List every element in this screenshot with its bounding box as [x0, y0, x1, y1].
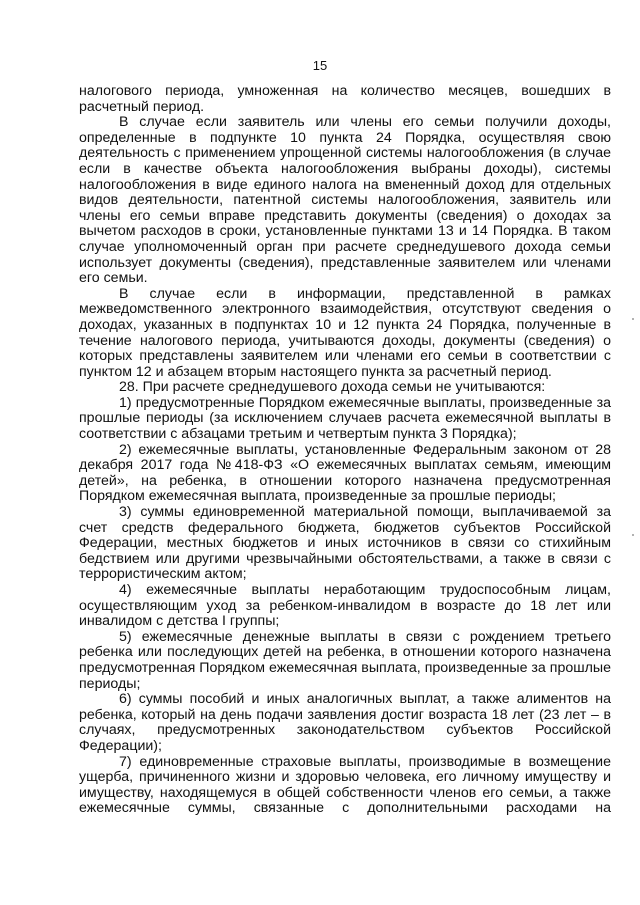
page-number: 15	[312, 58, 328, 73]
document-body	[79, 84, 611, 817]
list-item-6: 6) суммы пособий и иных аналогичных выплат, а также алиментов на ребенка, который на день подачи заявления достиг возраста 18 лет (23 лет – в случаях, предусмотренных законодательством субъектов Российской Федерации);	[79, 691, 611, 754]
list-item-3: 3) суммы единовременной материальной помощи, выплачиваемой за счет средств федерального бюджета, бюджетов субъектов Российской Федерации, местных бюджетов и иных источников в связи со стихийным бедствием или другими чрезвычайными обстоятельствами, а также в связи с террористическим актом;	[79, 504, 611, 583]
list-item-2: 2) ежемесячные выплаты, установленные Федеральным законом от 28 декабря 2017 года №418-ФЗ «О ежемесячных выплатах семьям, имеющим детей», на ребенка, в отношении которого назначена предусмотренная Порядком ежемесячная выплата, произведенные за прошлые периоды;	[79, 441, 611, 505]
paragraph-item-28-heading: 28. При расчете среднедушевого дохода семьи не учитываются:	[119, 379, 546, 396]
paragraph-simplified-taxation: В случае если заявитель или члены его семьи получили доходы, определенные в подпункте 10 пункта 24 Порядка, осуществляя свою деятельность с применением упрощенной системы налогообложения (в случае если в качестве объекта налогообложения выбраны доходы), системы налогообложения в виде единого налога на вмененный доход для отдельных видов деятельности, патентной системы налогообложения, заявитель или члены его семьи вправе представить документы (сведения) о доходах за вычетом расходов в сроки, установленные пунктами 13 и 14 Порядка. В таком случае уполномоченный орган при расчете среднедушевого дохода семьи использует документы (сведения), представленные заявителем или членами его семьи.	[79, 114, 611, 287]
paragraph-continuation: налогового периода, умноженная на количество месяцев, вошедших в расчетный период.	[79, 83, 611, 115]
list-item-4: 4) ежемесячные выплаты неработающим трудоспособным лицам, осуществляющим уход за ребенком-инвалидом в возрасте до 18 лет или инвалидом с детства I группы;	[79, 582, 611, 630]
list-item-7: 7) единовременные страховые выплаты, производимые в возмещение ущерба, причиненного жизни и здоровью человека, его личному имуществу и имуществу, находящемуся в общей собственности членов его семьи, а также ежемесячные суммы, связанные с дополнительными расходами на	[79, 753, 611, 817]
list-item-5: 5) ежемесячные денежные выплаты в связи с рождением третьего ребенка или последующих детей на ребенка, в отношении которого назначена предусмотренная Порядком ежемесячная выплата, произведенные за прошлые периоды;	[79, 628, 611, 692]
list-item-1: 1) предусмотренные Порядком ежемесячные выплаты, произведенные за прошлые периоды (за исключением случаев расчета ежемесячной выплаты в соответствии с абзацами третьим и четвертым пункта 3 Порядка);	[79, 394, 611, 443]
scan-artifact-mark	[632, 318, 634, 320]
paragraph-interagency-information: В случае если в информации, представленной в рамках межведомственного электронного взаимодействия, отсутствуют сведения о доходах, указанных в подпунктах 10 и 12 пункта 24 Порядка, полученные в течение налогового периода, учитываются доходы, документы (сведения) о которых представлены заявителем или членами его семьи в соответствии с пунктом 12 и абзацем вторым настоящего пункта за расчетный период.	[79, 285, 611, 380]
scan-artifact-mark	[632, 534, 634, 536]
